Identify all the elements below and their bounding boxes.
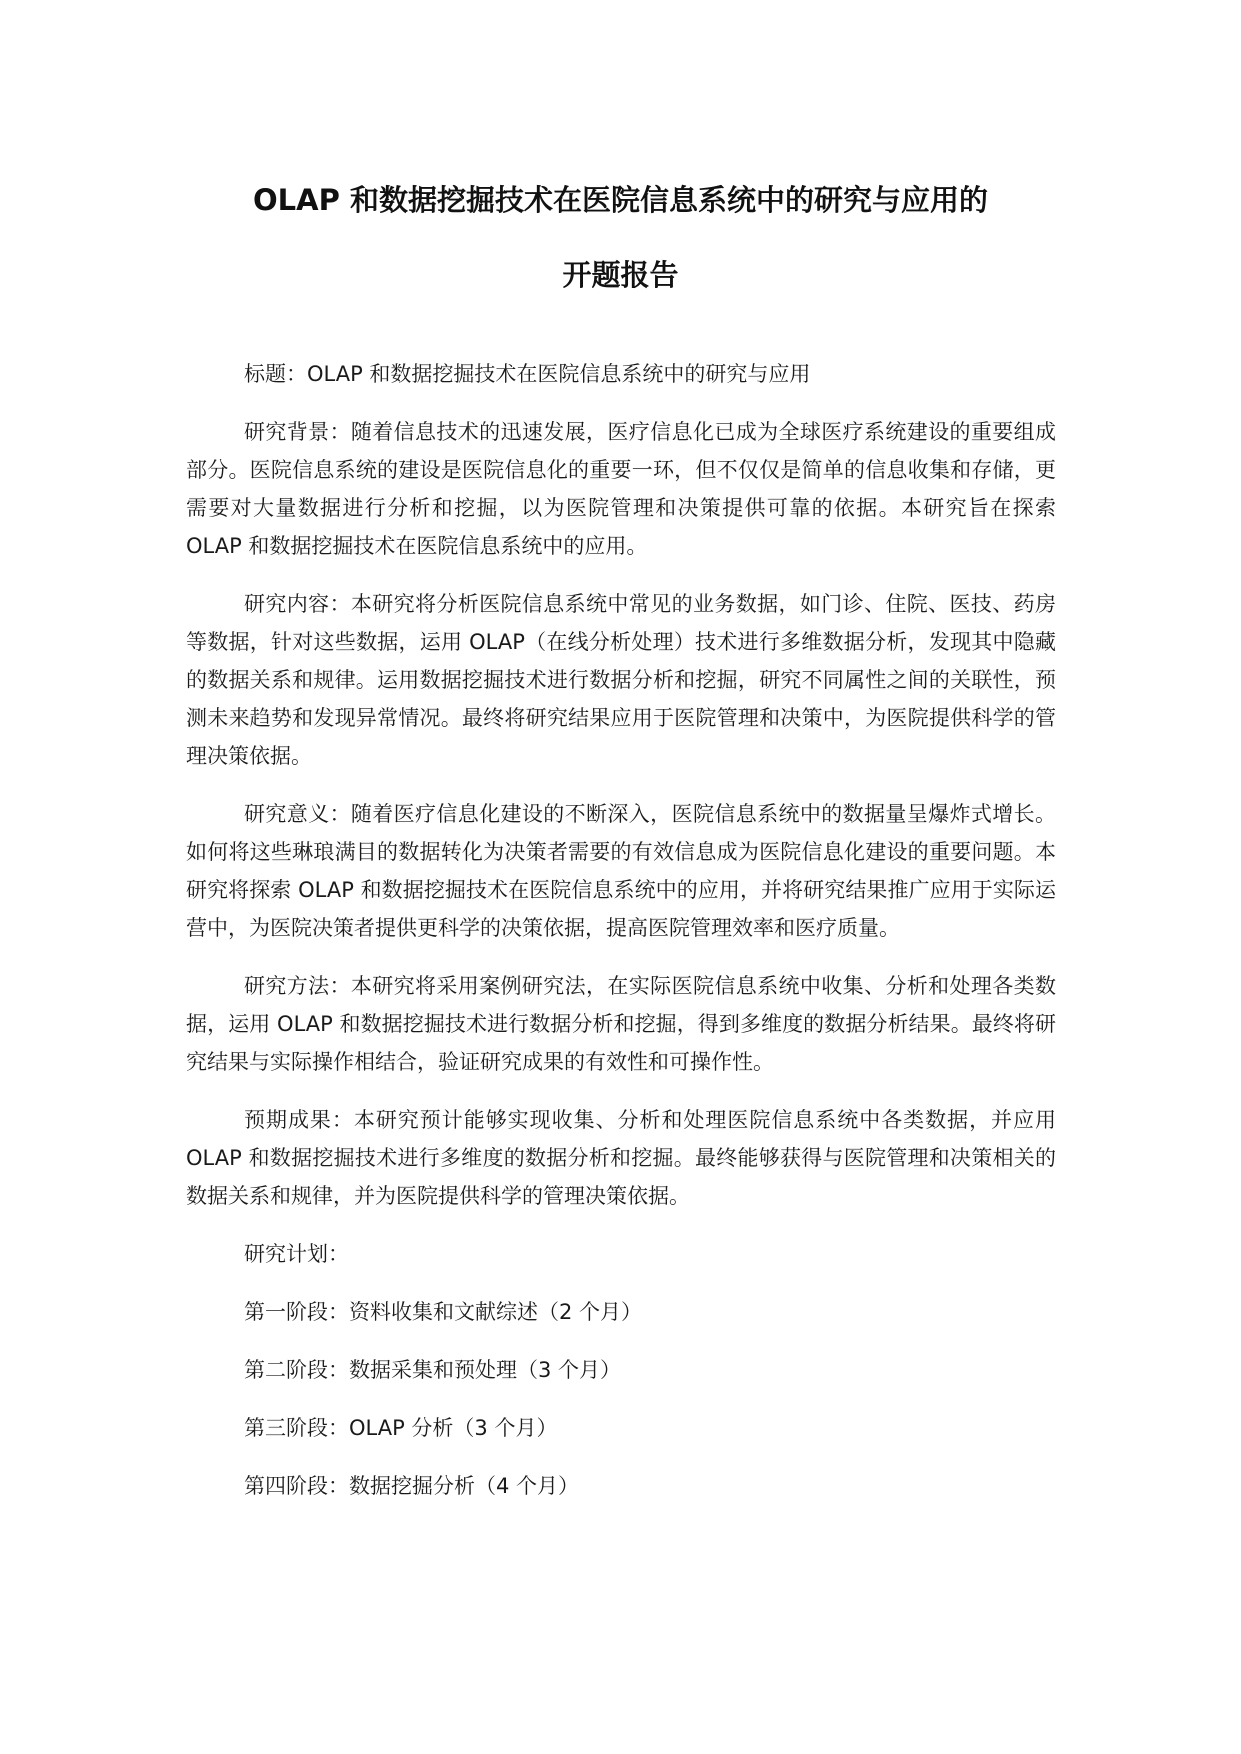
paragraph-background: 研究背景：随着信息技术的迅速发展，医疗信息化已成为全球医疗系统建设的重要组成部分。医院信息系统的建设是医院信息化的重要一环，但不仅仅是简单的信息收集和存储，更需要对大量数据进行分析和挖掘，以为医院管理和决策提供可靠的依据。本研究旨在探索 OLAP 和数据挖掘技术在医院信息系统中的应用。 xyxy=(186,420,1056,558)
document-title-line-1: OLAP 和数据挖掘技术在医院信息系统中的研究与应用的 xyxy=(253,183,988,217)
plan-item-phase-4: 第四阶段：数据挖掘分析（4 个月） xyxy=(244,1474,580,1498)
document-title-line-2: 开题报告 xyxy=(562,258,679,292)
document-body xyxy=(186,355,1056,1525)
plan-item-phase-3: 第三阶段：OLAP 分析（3 个月） xyxy=(244,1416,558,1440)
plan-item-phase-1: 第一阶段：资料收集和文献综述（2 个月） xyxy=(244,1300,643,1324)
paragraph-content: 研究内容：本研究将分析医院信息系统中常见的业务数据，如门诊、住院、医技、药房等数据，针对这些数据，运用 OLAP（在线分析处理）技术进行多维数据分析，发现其中隐藏的数据关系和规律。运用数据挖掘技术进行数据分析和挖掘，研究不同属性之间的关联性，预测未来趋势和发现异常情况。最终将研究结果应用于医院管理和决策中，为医院提供科学的管理决策依据。 xyxy=(186,592,1056,768)
paragraph-expected-results: 预期成果：本研究预计能够实现收集、分析和处理医院信息系统中各类数据，并应用 OLAP 和数据挖掘技术进行多维度的数据分析和挖掘。最终能够获得与医院管理和决策相关的数据关系和规律，并为医院提供科学的管理决策依据。 xyxy=(186,1108,1056,1208)
plan-heading: 研究计划： xyxy=(244,1242,349,1266)
paragraph-title: 标题：OLAP 和数据挖掘技术在医院信息系统中的研究与应用 xyxy=(244,362,811,386)
paragraph-method: 研究方法：本研究将采用案例研究法，在实际医院信息系统中收集、分析和处理各类数据，运用 OLAP 和数据挖掘技术进行数据分析和挖掘，得到多维度的数据分析结果。最终将研究结果与实际操作相结合，验证研究成果的有效性和可操作性。 xyxy=(186,974,1056,1074)
plan-item-phase-2: 第二阶段：数据采集和预处理（3 个月） xyxy=(244,1358,622,1382)
paragraph-significance: 研究意义：随着医疗信息化建设的不断深入，医院信息系统中的数据量呈爆炸式增长。如何将这些琳琅满目的数据转化为决策者需要的有效信息成为医院信息化建设的重要问题。本研究将探索 OLAP 和数据挖掘技术在医院信息系统中的应用，并将研究结果推广应用于实际运营中，为医院决策者提供更科学的决策依据，提高医院管理效率和医疗质量。 xyxy=(186,802,1056,940)
